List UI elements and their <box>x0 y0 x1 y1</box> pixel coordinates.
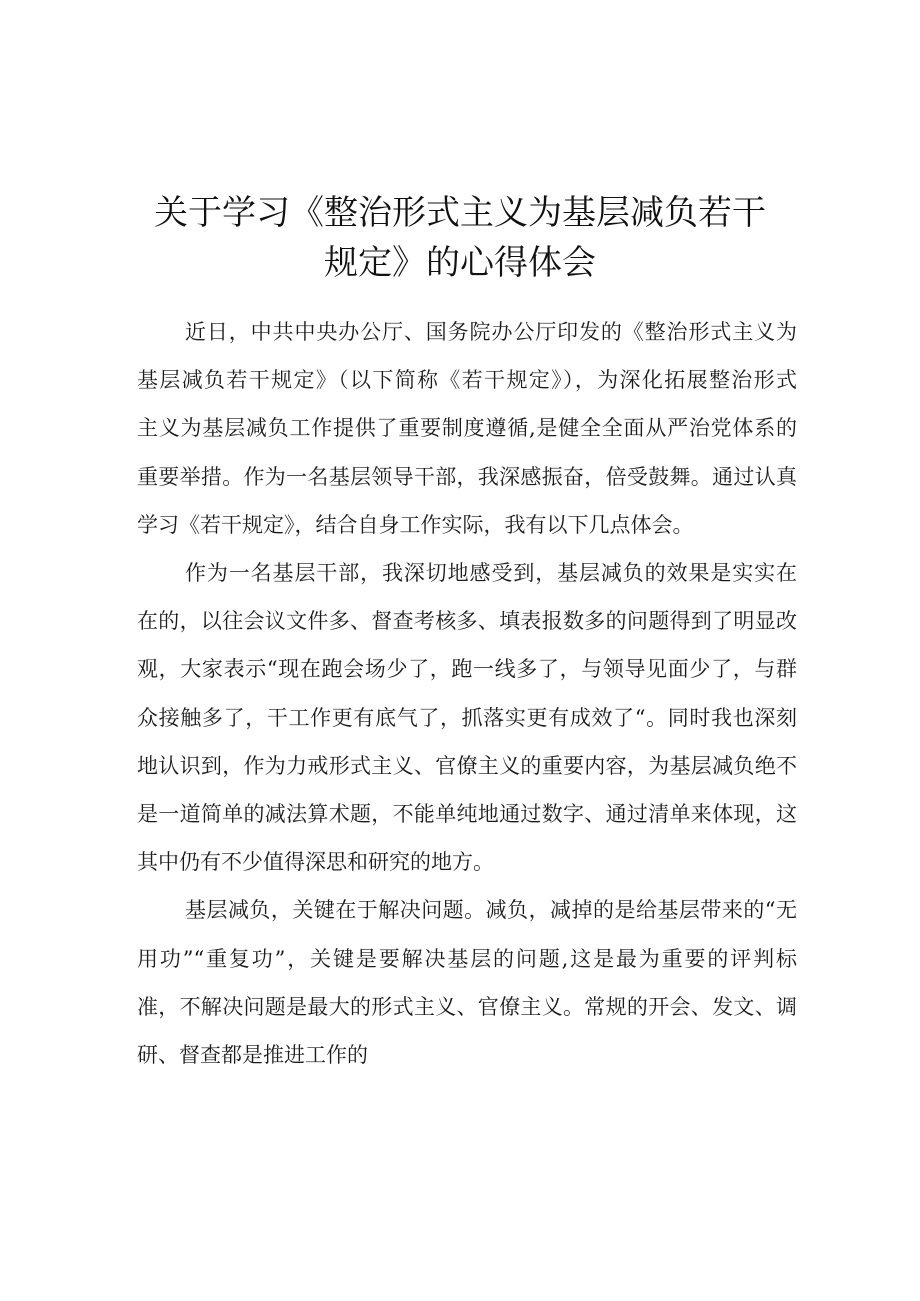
text-line: 众接触多了，干工作更有底气了，抓落实更有成效了“。同时我也深刻 <box>137 705 797 730</box>
text-line: 基层减负若干规定》（以下简称《若干规定》），为深化拓展整治形式 <box>137 368 797 393</box>
text-line: 准，不解决问题是最大的形式主义、官僚主义。常规的开会、发文、调 <box>137 994 797 1019</box>
text-line: 学习《若干规定》，结合自身工作实际，我有以下几点体会。 <box>137 512 694 537</box>
paragraph-3 <box>137 886 797 1079</box>
text-line: 用功”“重复功”，关键是要解决基层的问题,这是最为重要的评判标 <box>137 946 797 971</box>
text-line: 基层减负，关键在于解决问题。减负，减掉的是给基层带来的“无 <box>185 898 797 923</box>
text-line: 是一道简单的减法算术题，不能单纯地通过数字、通过清单来体现，这 <box>137 802 797 827</box>
text-line: 主义为基层减负工作提供了重要制度遵循,是健全全面从严治党体系的 <box>137 416 797 441</box>
title-line: 关于学习《整治形式主义为基层减负若干 <box>154 192 766 233</box>
text-line: 研、督查都是推进工作的 <box>137 1043 368 1068</box>
document-body <box>137 308 797 1079</box>
text-line: 观，大家表示“现在跑会场少了，跑一线多了，与领导见面少了，与群 <box>137 657 797 682</box>
text-line: 其中仍有不少值得深思和研究的地方。 <box>137 850 494 875</box>
text-line: 地认识到，作为力戒形式主义、官僚主义的重要内容，为基层减负绝不 <box>137 753 797 778</box>
paragraph-2 <box>137 549 797 886</box>
text-line: 作为一名基层干部，我深切地感受到，基层减负的效果是实实在 <box>185 561 797 586</box>
text-line: 重要举措。作为一名基层领导干部，我深感振奋，倍受鼓舞。通过认真 <box>137 464 797 489</box>
paragraph-1 <box>137 308 797 549</box>
title-line: 规定》的心得体会 <box>324 242 596 283</box>
text-line: 在的，以往会议文件多、督查考核多、填表报数多的问题得到了明显改 <box>137 609 797 634</box>
document-title <box>100 188 820 288</box>
text-line: 近日，中共中央办公厅、国务院办公厅印发的《整治形式主义为 <box>185 320 797 344</box>
